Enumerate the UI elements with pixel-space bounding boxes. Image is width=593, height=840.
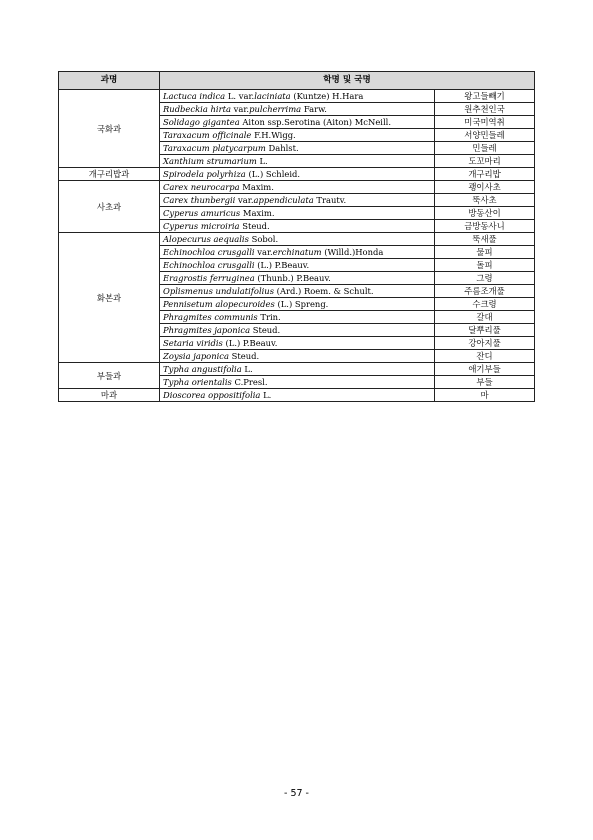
scientific-name-cell <box>160 337 435 350</box>
table-row <box>59 168 535 181</box>
genus-name: Alopecurus <box>163 234 211 244</box>
korean-name-cell: 달뿌리풀 <box>435 324 535 337</box>
species-epithet: indica <box>199 91 226 101</box>
scientific-name-cell <box>160 363 435 376</box>
author-citation: var. <box>233 104 250 114</box>
genus-name: Echinochloa <box>163 247 216 257</box>
family-cell: 화본과 <box>59 233 160 363</box>
korean-name-cell: 돌피 <box>435 259 535 272</box>
header-family: 과명 <box>59 72 160 90</box>
korean-name-cell: 물피 <box>435 246 535 259</box>
page-number: - 57 - <box>284 788 309 799</box>
species-epithet: oppositifolia <box>208 390 261 400</box>
author-citation: Aiton ssp.Serotina (Aiton) McNeill. <box>242 117 391 127</box>
infraspecific-epithet: appendiculata <box>253 195 314 205</box>
genus-name: Taraxacum <box>163 143 210 153</box>
scientific-name-cell <box>160 103 435 116</box>
scientific-name-cell <box>160 324 435 337</box>
scientific-name-cell <box>160 311 435 324</box>
species-epithet: microiria <box>200 221 240 231</box>
species-epithet: thunbergii <box>190 195 236 205</box>
species-epithet: viridis <box>196 338 223 348</box>
scientific-name-cell <box>160 90 435 103</box>
infraspecific-author: (Kuntze) H.Hara <box>293 91 364 101</box>
scientific-name-cell <box>160 233 435 246</box>
korean-name-cell: 괭이사초 <box>435 181 535 194</box>
korean-name-cell: 왕고들빼기 <box>435 90 535 103</box>
species-epithet: amuricus <box>200 208 241 218</box>
author-citation: (L.) P.Beauv. <box>225 338 278 348</box>
table-row <box>59 363 535 376</box>
author-citation: C.Presl. <box>234 377 268 387</box>
author-citation: Sobol. <box>251 234 279 244</box>
species-epithet: strumarium <box>206 156 257 166</box>
korean-name-cell: 방동산이 <box>435 207 535 220</box>
author-citation: F.H.Wigg. <box>254 130 296 140</box>
author-citation: L. <box>263 390 272 400</box>
species-epithet: neurocarpa <box>190 182 240 192</box>
scientific-name-cell <box>160 259 435 272</box>
korean-name-cell: 수크령 <box>435 298 535 311</box>
header-name: 학명 및 국명 <box>160 72 535 90</box>
author-citation: L. var. <box>227 91 255 101</box>
scientific-name-cell <box>160 285 435 298</box>
genus-name: Carex <box>163 182 189 192</box>
family-cell: 국화과 <box>59 90 160 168</box>
korean-name-cell: 마 <box>435 389 535 402</box>
species-epithet: gigantea <box>202 117 240 127</box>
author-citation: (L.) P.Beauv. <box>257 260 310 270</box>
species-epithet: platycarpum <box>212 143 266 153</box>
scientific-name-cell <box>160 389 435 402</box>
species-epithet: polyrhiza <box>206 169 246 179</box>
genus-name: Taraxacum <box>163 130 210 140</box>
species-epithet: communis <box>214 312 258 322</box>
species-epithet: crusgalli <box>217 260 255 270</box>
genus-name: Pennisetum <box>163 299 213 309</box>
korean-name-cell: 뚝사초 <box>435 194 535 207</box>
genus-name: Cyperus <box>163 208 199 218</box>
genus-name: Cyperus <box>163 221 199 231</box>
korean-name-cell: 서양민들레 <box>435 129 535 142</box>
genus-name: Phragmites <box>163 312 212 322</box>
species-epithet: japonica <box>193 351 229 361</box>
genus-name: Rudbeckia <box>163 104 208 114</box>
korean-name-cell: 개구리밥 <box>435 168 535 181</box>
genus-name: Carex <box>163 195 189 205</box>
author-citation: Trin. <box>260 312 281 322</box>
species-epithet: alopecuroides <box>215 299 275 309</box>
korean-name-cell: 애기부들 <box>435 363 535 376</box>
scientific-name-cell <box>160 246 435 259</box>
author-citation: (Thunb.) P.Beauv. <box>257 273 331 283</box>
author-citation: (L.) Schleid. <box>248 169 301 179</box>
scientific-name-cell <box>160 376 435 389</box>
korean-name-cell: 주름조개풀 <box>435 285 535 298</box>
author-citation: var. <box>238 195 254 205</box>
infraspecific-epithet: pulcherrima <box>249 104 302 114</box>
korean-name-cell: 뚝새풀 <box>435 233 535 246</box>
infraspecific-epithet: laciniata <box>254 91 291 101</box>
species-epithet: ferruginea <box>209 273 255 283</box>
infraspecific-author: Farw. <box>303 104 327 114</box>
genus-name: Typha <box>163 377 190 387</box>
korean-name-cell: 갈대 <box>435 311 535 324</box>
scientific-name-cell <box>160 181 435 194</box>
genus-name: Spirodela <box>163 169 204 179</box>
genus-name: Phragmites <box>163 325 212 335</box>
genus-name: Lactuca <box>163 91 197 101</box>
infraspecific-author: Trautv. <box>316 195 347 205</box>
infraspecific-author: (Willd.)Honda <box>324 247 384 257</box>
infraspecific-epithet: erchinatum <box>272 247 322 257</box>
author-citation: Steud. <box>231 351 260 361</box>
species-epithet: officinale <box>212 130 252 140</box>
scientific-name-cell <box>160 220 435 233</box>
species-epithet: crusgalli <box>217 247 255 257</box>
table-row <box>59 389 535 402</box>
species-epithet: aequalis <box>213 234 249 244</box>
genus-name: Eragrostis <box>163 273 208 283</box>
scientific-name-cell <box>160 298 435 311</box>
author-citation: (Ard.) Roem. & Schult. <box>276 286 374 296</box>
species-epithet: undulatifolius <box>215 286 274 296</box>
family-cell: 마과 <box>59 389 160 402</box>
family-cell: 사초과 <box>59 181 160 233</box>
scientific-name-cell <box>160 207 435 220</box>
author-citation: Maxim. <box>242 208 275 218</box>
author-citation: Dahlst. <box>268 143 299 153</box>
korean-name-cell: 도꼬마리 <box>435 155 535 168</box>
table-row <box>59 233 535 246</box>
korean-name-cell: 부들 <box>435 376 535 389</box>
table-row <box>59 90 535 103</box>
genus-name: Zoysia <box>163 351 191 361</box>
scientific-name-cell <box>160 155 435 168</box>
table-row <box>59 181 535 194</box>
species-epithet: orientalis <box>191 377 232 387</box>
family-cell: 부들과 <box>59 363 160 389</box>
species-epithet: japonica <box>214 325 251 335</box>
table-header-row <box>59 72 535 90</box>
scientific-name-cell <box>160 194 435 207</box>
author-citation: L. <box>259 156 268 166</box>
species-epithet: hirta <box>210 104 231 114</box>
author-citation: Maxim. <box>242 182 274 192</box>
scientific-name-cell <box>160 142 435 155</box>
genus-name: Typha <box>163 364 190 374</box>
scientific-name-cell <box>160 272 435 285</box>
table-body <box>59 90 535 402</box>
korean-name-cell: 그령 <box>435 272 535 285</box>
scientific-name-cell <box>160 129 435 142</box>
scientific-name-cell <box>160 350 435 363</box>
genus-name: Setaria <box>163 338 194 348</box>
korean-name-cell: 강아지풀 <box>435 337 535 350</box>
korean-name-cell: 미국미역취 <box>435 116 535 129</box>
korean-name-cell: 원추천인국 <box>435 103 535 116</box>
genus-name: Echinochloa <box>163 260 216 270</box>
genus-name: Solidago <box>163 117 200 127</box>
genus-name: Xanthium <box>163 156 205 166</box>
species-table <box>58 71 535 402</box>
author-citation: L. <box>244 364 253 374</box>
author-citation: Steud. <box>252 325 281 335</box>
korean-name-cell: 민들레 <box>435 142 535 155</box>
korean-name-cell: 금방동사니 <box>435 220 535 233</box>
species-epithet: angustifolia <box>191 364 242 374</box>
genus-name: Oplismenus <box>163 286 213 296</box>
scientific-name-cell <box>160 168 435 181</box>
family-cell: 개구리밥과 <box>59 168 160 181</box>
author-citation: var. <box>257 247 273 257</box>
scientific-name-cell <box>160 116 435 129</box>
author-citation: Steud. <box>242 221 270 231</box>
author-citation: (L.) Spreng. <box>277 299 329 309</box>
korean-name-cell: 잔디 <box>435 350 535 363</box>
genus-name: Dioscorea <box>163 390 206 400</box>
